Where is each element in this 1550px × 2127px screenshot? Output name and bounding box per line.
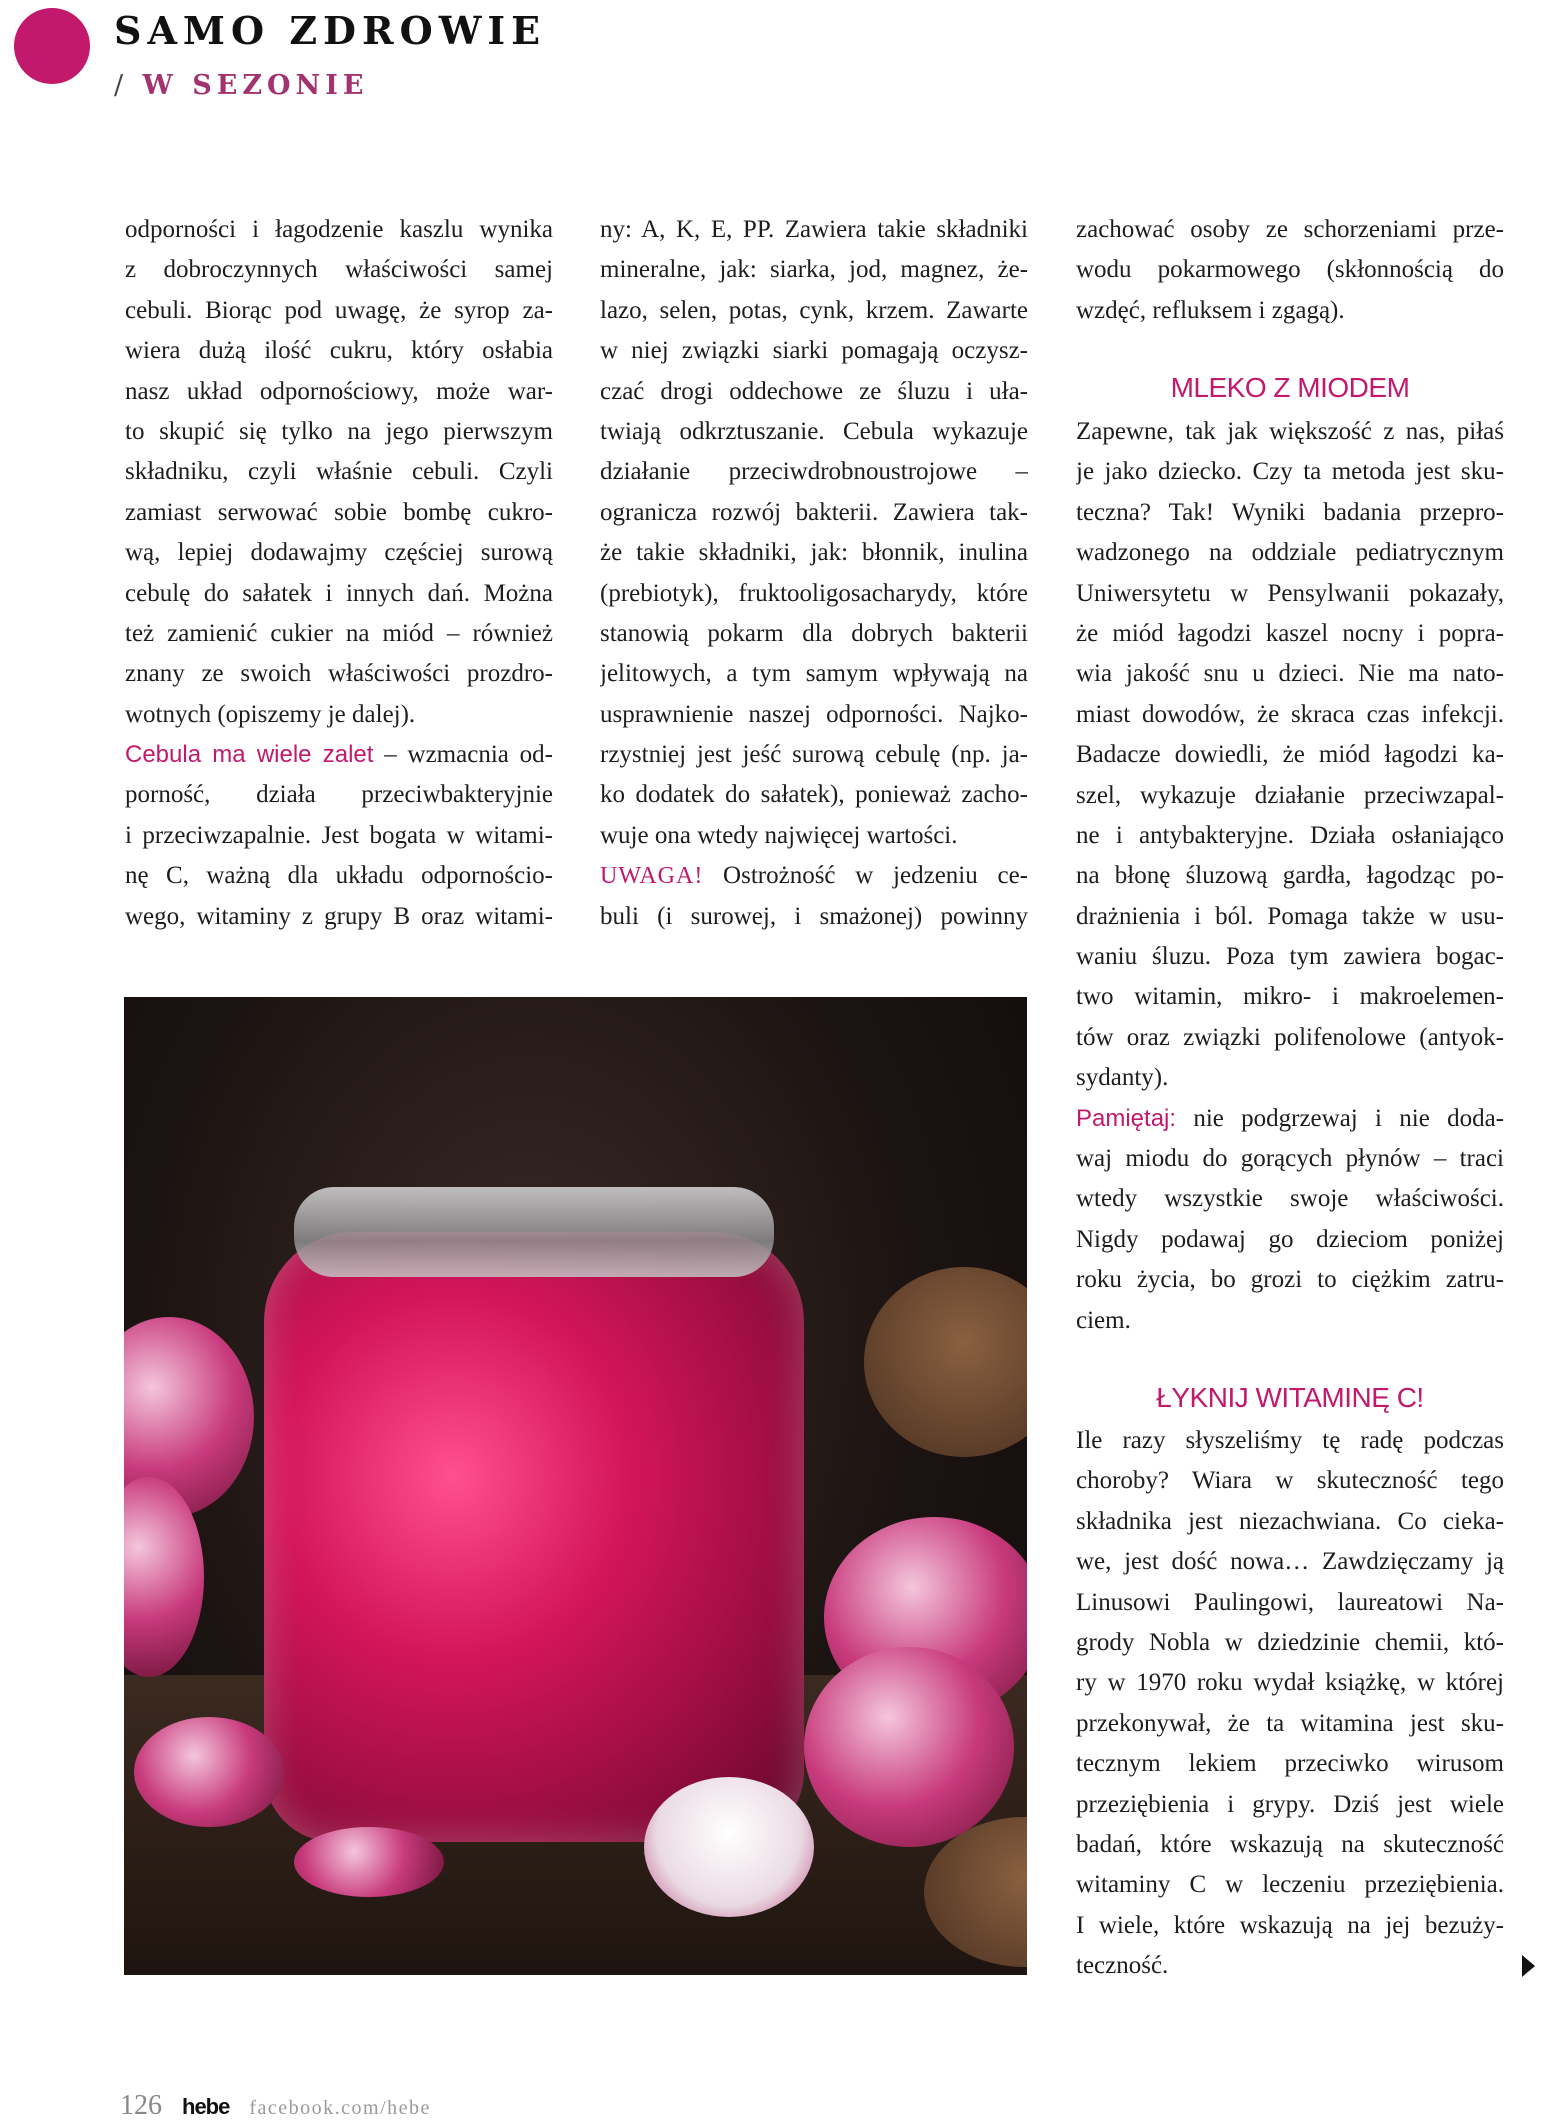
text-line — [1076, 210, 1504, 250]
text-line — [1076, 1260, 1504, 1300]
next-page-arrow-icon[interactable] — [1522, 1955, 1535, 1977]
text-line-content: też zamienić cukier na miód – również — [125, 619, 553, 647]
text-line — [1076, 1502, 1504, 1542]
text-line-content: Ostrożność w jedzeniu ce- — [703, 862, 1028, 890]
jar-rim — [294, 1187, 774, 1277]
text-line — [600, 533, 1028, 573]
text-line — [1076, 1421, 1504, 1461]
onion-slice — [134, 1717, 284, 1827]
text-line — [125, 412, 553, 452]
text-line — [1076, 1099, 1504, 1139]
text-line — [1076, 1865, 1504, 1905]
text-line — [1076, 614, 1504, 654]
text-line-content: wuje ona wtedy najwięcej wartości. — [600, 821, 958, 849]
text-line-content: ne i antybakteryjne. Działa osłaniająco — [1076, 821, 1504, 849]
text-line-content: nie podgrzewaj i nie doda- — [1176, 1104, 1504, 1132]
text-line-content: przekonywał, że ta witamina jest sku- — [1076, 1709, 1504, 1737]
jar — [264, 1232, 804, 1842]
highlighted-lead: UWAGA! — [600, 863, 704, 890]
text-line-content: tów oraz związki polifenolowe (antyok- — [1076, 1023, 1504, 1051]
text-line — [1076, 1179, 1504, 1219]
page-footer — [120, 2090, 431, 2122]
text-line — [1076, 1946, 1504, 1986]
text-line-content: wzdęć, refluksem i zgagą). — [1076, 296, 1345, 324]
text-line — [1076, 1583, 1504, 1623]
text-line-content: waj miodu do gorących płynów – traci — [1076, 1145, 1504, 1173]
text-line — [1076, 533, 1504, 573]
text-line-content: Linusowi Paulingowi, laureatowi Na- — [1076, 1588, 1504, 1616]
text-line — [600, 735, 1028, 775]
white-onion-piece — [644, 1777, 814, 1917]
text-line-content: zamiast serwować sobie bombę cukro- — [125, 498, 553, 526]
article-column-1 — [125, 210, 553, 937]
title-slash: / — [114, 70, 129, 101]
highlighted-lead: Pamiętaj: — [1076, 1104, 1177, 1132]
page-number: 126 — [120, 2090, 162, 2121]
text-line-content: wotnych (opiszemy je dalej). — [125, 700, 416, 728]
text-line — [125, 452, 553, 492]
text-line — [1076, 856, 1504, 896]
text-line-content: że miód łagodzi kaszel nocny i popra- — [1076, 619, 1504, 647]
text-line-content: czać drogi oddechowe ze śluzu i uła- — [600, 377, 1028, 405]
text-line-content: wia jakość snu u dzieci. Nie ma nato- — [1076, 660, 1504, 688]
text-line-content: zachować osoby ze schorzeniami prze- — [1076, 216, 1504, 243]
text-line — [1076, 735, 1504, 775]
highlighted-lead: Cebula ma wiele zalet — [125, 741, 374, 769]
text-line — [125, 291, 553, 331]
text-line — [600, 412, 1028, 452]
section-color-dot — [14, 8, 90, 84]
article-column-2 — [600, 210, 1028, 937]
text-line — [1076, 1825, 1504, 1865]
text-line — [125, 897, 553, 937]
text-line-content: i przeciwzapalnie. Jest bogata w witami- — [125, 821, 553, 849]
text-line-content: drażnienia i ból. Pomaga także w usu- — [1076, 902, 1504, 930]
text-line — [125, 250, 553, 290]
text-line-content: wą, lepiej dodawajmy częściej surową — [125, 539, 553, 567]
text-line — [600, 291, 1028, 331]
text-line — [125, 614, 553, 654]
text-line-content: ko dodatek do sałatek), ponieważ zacho- — [600, 781, 1028, 809]
text-line — [125, 735, 553, 775]
text-line-content: choroby? Wiara w skuteczność tego — [1076, 1467, 1504, 1495]
text-line-content: cebuli. Biorąc pod uwagę, że syrop za- — [125, 296, 553, 324]
text-line — [125, 331, 553, 371]
text-line-content: Ile razy słyszeliśmy tę radę podczas — [1076, 1427, 1504, 1454]
text-line — [1076, 937, 1504, 977]
text-line — [600, 372, 1028, 412]
text-line-content: to skupić się tylko na jego pierwszym — [125, 417, 553, 445]
text-line-content: składnika jest niezachwiana. Co cieka- — [1076, 1507, 1504, 1535]
text-line-content: waniu śluzu. Poza tym zawiera bogac- — [1076, 943, 1504, 971]
text-line-content: składniku, czyli właśnie cebuli. Czyli — [125, 458, 553, 486]
heading-lyknij-witamine-c: ŁYKNIJ WITAMINĘ C! — [1156, 1382, 1424, 1413]
text-line-content: two witamin, mikro- i makroelemen- — [1076, 983, 1504, 1011]
text-line-content: lazo, selen, potas, cynk, krzem. Zawarte — [600, 296, 1028, 324]
subsection-label: W SEZONIE — [142, 70, 369, 101]
text-line-content: na błonę śluzową gardła, łagodząc po- — [1076, 862, 1504, 890]
text-line — [1076, 1220, 1504, 1260]
text-line — [125, 654, 553, 694]
text-line-content: roku życia, bo grozi to ciężkim zatru- — [1076, 1266, 1504, 1294]
text-line — [1076, 412, 1504, 452]
text-line — [600, 897, 1028, 937]
text-line-content: je jako dziecko. Czy ta metoda jest sku- — [1076, 458, 1504, 486]
text-line — [1076, 1744, 1504, 1784]
subsection-title — [114, 70, 368, 101]
text-line-content: działanie przeciwdrobnoustrojowe – — [600, 458, 1028, 486]
onion-right-2 — [804, 1647, 1014, 1847]
text-line-content: przeziębienia i grypy. Dziś jest wiele — [1076, 1790, 1504, 1818]
text-line-content: ny: A, K, E, PP. Zawiera takie składniki — [600, 216, 1028, 243]
text-line-content: miast dowodów, że skraca czas infekcji. — [1076, 700, 1504, 728]
heading-mleko-z-miodem: MLEKO Z MIODEM — [1170, 372, 1410, 403]
text-line — [1076, 695, 1504, 735]
text-line — [125, 210, 553, 250]
article-column-3-intro — [1076, 210, 1504, 331]
text-line-content: z dobroczynnych właściwości samej — [125, 256, 553, 284]
text-line-content: wiera dużą ilość cukru, który osłabia — [125, 337, 553, 365]
text-line-content: odporności i łagodzenie kaszlu wynika — [125, 216, 553, 243]
text-line — [1076, 1785, 1504, 1825]
text-line — [1076, 574, 1504, 614]
text-line — [1076, 452, 1504, 492]
text-line-content: tecznym lekiem przeciwko wirusom — [1076, 1750, 1504, 1778]
text-line-content: znany ze swoich właściwości prozdro- — [125, 660, 553, 688]
text-line-content: wego, witaminy z grupy B oraz witami- — [125, 902, 553, 930]
text-line — [1076, 250, 1504, 290]
text-line — [125, 775, 553, 815]
text-line-content: wadzonego na oddziale pediatrycznym — [1076, 539, 1504, 567]
text-line — [1076, 493, 1504, 533]
text-line-content: nasz układ odpornościowy, może war- — [125, 377, 553, 405]
text-line — [1076, 816, 1504, 856]
text-line-content: buli (i surowej, i smażonej) powinny — [600, 902, 1028, 930]
text-line-content: teczność. — [1076, 1952, 1169, 1980]
text-line-content: jelitowych, a tym samym wpływają na — [600, 660, 1028, 688]
text-line-content: ciem. — [1076, 1306, 1131, 1334]
text-line-content: grody Nobla w dziedzinie chemii, któ- — [1076, 1628, 1504, 1656]
text-line — [600, 574, 1028, 614]
text-line — [1076, 1623, 1504, 1663]
text-line — [600, 654, 1028, 694]
pickled-onion-jar-photo — [124, 997, 1027, 1975]
wooden-bowl — [864, 1267, 1027, 1457]
text-line — [600, 614, 1028, 654]
text-line-content: stanowią pokarm dla dobrych bakterii — [600, 619, 1028, 647]
text-line — [1076, 1018, 1504, 1058]
text-line — [1076, 1704, 1504, 1744]
facebook-link[interactable]: facebook.com/hebe — [249, 2097, 431, 2119]
text-line-content: badań, które wskazują na skuteczność — [1076, 1830, 1504, 1858]
text-line-content: Badacze dowiedli, że miód łagodzi ka- — [1076, 741, 1504, 769]
text-line-content: szel, wykazuje działanie przeciwzapal- — [1076, 781, 1504, 809]
text-line — [1076, 897, 1504, 937]
text-line — [600, 695, 1028, 735]
text-line — [1076, 291, 1504, 331]
text-line-content: nę C, ważną dla układu odpornościo- — [125, 862, 553, 890]
text-line-content: we, jest dość nowa… Zawdzięczamy ją — [1076, 1548, 1504, 1576]
text-line — [125, 533, 553, 573]
text-line — [600, 816, 1028, 856]
text-line-content: – wzmacnia od- — [373, 741, 553, 769]
text-line — [1076, 1663, 1504, 1703]
text-line-content: porność, działa przeciwbakteryjnie — [125, 781, 553, 809]
text-line-content: rzystniej jest jeść surową cebulę (np. ja- — [600, 741, 1028, 769]
text-line — [125, 493, 553, 533]
text-line-content: witaminy C w leczeniu przeziębienia. — [1076, 1871, 1504, 1899]
section-mleko-z-miodem — [1076, 412, 1504, 1341]
text-line-content: ry w 1970 roku wydał książkę, w której — [1076, 1669, 1504, 1697]
text-line-content: twiają odkrztuszanie. Cebula wykazuje — [600, 417, 1028, 445]
text-line — [600, 856, 1028, 896]
text-line-content: usprawnienie naszej odporności. Najko- — [600, 700, 1028, 728]
onion-slice-2 — [294, 1827, 444, 1897]
text-line-content: Zapewne, tak jak większość z nas, piłaś — [1076, 418, 1504, 445]
text-line-content: Uniwersytetu w Pensylwanii pokazały, — [1076, 579, 1504, 607]
text-line — [1076, 1058, 1504, 1098]
text-line-content: w niej związki siarki pomagają oczysz- — [600, 337, 1028, 365]
text-line — [1076, 1301, 1504, 1341]
text-line — [1076, 1542, 1504, 1582]
text-line — [1076, 977, 1504, 1017]
text-line — [600, 331, 1028, 371]
text-line — [125, 372, 553, 412]
text-line — [1076, 1139, 1504, 1179]
text-line-content: cebulę do sałatek i innych dań. Można — [125, 579, 553, 607]
text-line-content: że takie składniki, jak: błonnik, inulina — [600, 539, 1028, 567]
text-line — [125, 695, 553, 735]
section-witamina-c — [1076, 1421, 1504, 1986]
text-line — [600, 452, 1028, 492]
magazine-section-title: SAMO ZDROWIE — [114, 8, 547, 53]
text-line-content: I wiele, które wskazują na jej bezuży- — [1076, 1911, 1504, 1939]
text-line — [1076, 776, 1504, 816]
text-line-content: wtedy wszystkie swoje właściwości. — [1076, 1185, 1504, 1213]
text-line-content: wodu pokarmowego (skłonnością do — [1076, 256, 1504, 284]
text-line-content: Nigdy podawaj go dzieciom poniżej — [1076, 1225, 1504, 1253]
text-line — [1076, 1461, 1504, 1501]
brand-logo: hebe — [182, 2094, 230, 2119]
text-line-content: sydanty). — [1076, 1064, 1169, 1092]
text-line — [125, 856, 553, 896]
text-line-content: (prebiotyk), fruktooligosacharydy, które — [600, 579, 1028, 607]
text-line — [600, 493, 1028, 533]
text-line — [1076, 654, 1504, 694]
text-line-content: ogranicza rozwój bakterii. Zawiera tak- — [600, 498, 1028, 526]
text-line-content: mineralne, jak: siarka, jod, magnez, że- — [600, 256, 1028, 284]
text-line — [125, 574, 553, 614]
text-line — [600, 210, 1028, 250]
text-line — [1076, 1906, 1504, 1946]
text-line — [600, 775, 1028, 815]
text-line-content: teczna? Tak! Wyniki badania przepro- — [1076, 498, 1504, 526]
text-line — [125, 816, 553, 856]
text-line — [600, 250, 1028, 290]
